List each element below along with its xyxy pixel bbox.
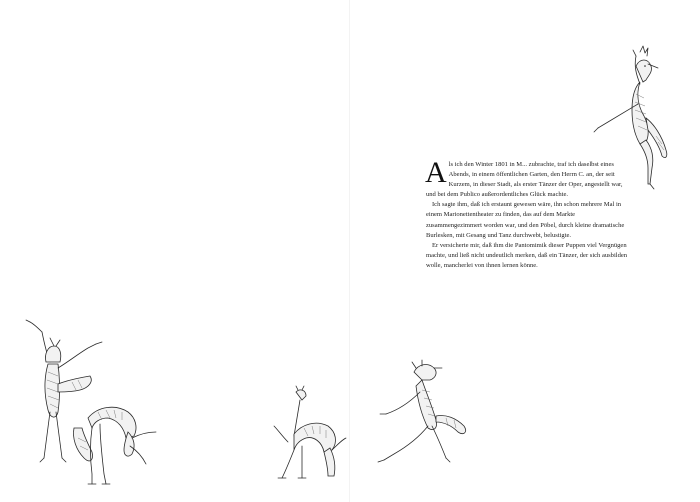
- paragraph-3: Er versicherte mir, daß ihm die Pantomimik dieser Puppen viel Vergnügen machte, und ließ nicht undeutlich merken, daß ein Tänzer, der sich ausbilden wolle, mancherlei von ihnen lernen könne.: [426, 241, 628, 269]
- paragraph-2: Ich sagte ihm, daß ich erstaunt gewesen wäre, ihn schon mehrere Mal in einem Marionettentheater zu finden, das auf dem Markte zusammengezimmert worden war, und den Pöbel, durch kleine dramatische Burlesken, mit Gesang und Tanz durchwebt, belustigte.: [426, 201, 625, 239]
- fox-dancer-icon: [588, 44, 678, 194]
- page-gutter: [349, 0, 350, 502]
- fox-dancer-icon: [268, 384, 348, 484]
- fox-dancer-icon: [70, 398, 165, 488]
- paragraph-1-text: ls ich den Winter 1801 in M... zubrachte, traf ich daselbst eines Abends, in einem öffentlichen Garten, den Herrn C. an, der seit Kurzem, in dieser Stadt, als erster Tänzer der Oper, angestellt war, und bei dem Publico außerordentliches Glück machte.: [426, 161, 623, 199]
- fox-dancer-icon: [372, 356, 472, 466]
- drop-cap: A: [425, 156, 447, 189]
